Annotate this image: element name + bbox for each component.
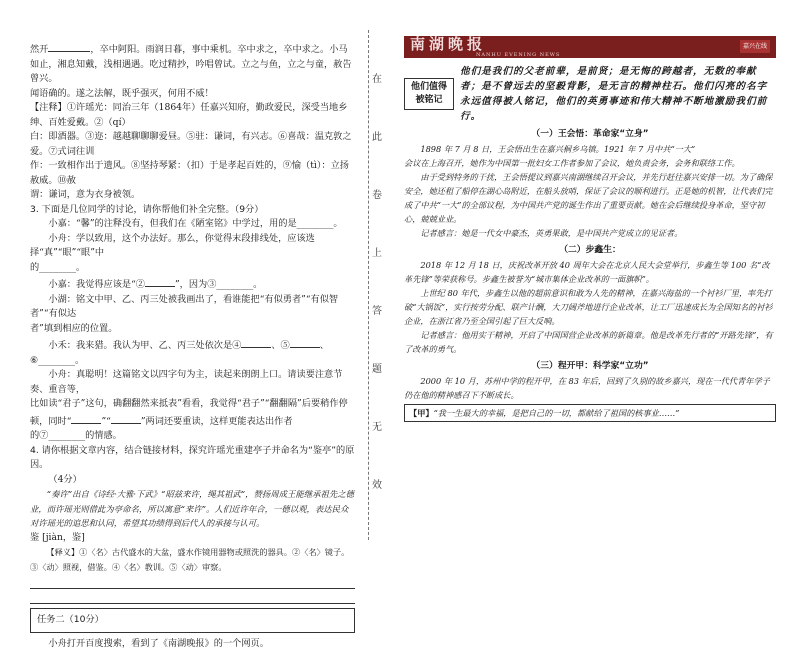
right-page (404, 36, 776, 422)
answer-blank-reread-1[interactable] (71, 412, 101, 424)
q3-xiaohu-1: 小湖：铭文中甲、乙、丙三处被我画出了，看谁能把“有似勇者”“有似智者”“有似达 (30, 293, 355, 322)
task2-text: 小舟打开百度搜索，看到了《南湖晚报》的一个网页。 (30, 637, 355, 651)
section-1-title: （一）王会悟：革命家“立身” (404, 127, 776, 141)
q4-dictionary-def: 【释义】①〈名〉古代盛水的大盆，盛水作镜用器物或照洗的器具。②〈名〉镜子。③〈动〉照视，借鉴。④〈名〉教训。⑤〈动〉审察。 (30, 545, 355, 574)
notes-line-3: 作：一致相作出于遗风。⑧坚持琴紧：（扣）于是孝起百姓的，⑨愉（tì）：立扬赦威。⑩赦 (30, 159, 355, 188)
answer-blank-2[interactable] (145, 275, 175, 287)
section-1-para-2: 会议在上海召开，她作为中国第一批妇女工作者参加了会议，她负责会务，会务和联络工作。 (404, 156, 776, 170)
q3-xiaozhou-5: 顿，同时“ ”“ ”两词还要重读，这样更能表达出作者 (30, 412, 355, 430)
section-3-para-1: 2000 年 10 月，苏州中学的程开甲，在 83 年后，回到了久别的故乡嘉兴，现在一代代青年学子仍在他的精神感召下不断成长。 (404, 374, 776, 402)
q3-xiaohu-2: 者”填到相应的位置。 (30, 322, 355, 337)
site-badge[interactable]: 嘉兴在线 (740, 40, 770, 53)
binding-line (368, 30, 369, 540)
gutter-char: 在 (372, 70, 382, 85)
left-page (30, 40, 355, 651)
q3-xiaozhou-2: 的________。 (30, 261, 355, 276)
gutter-char: 上 (372, 244, 382, 259)
section-1-para-1: 1898 年 7 月 8 日，王会悟出生在嘉兴桐乡乌镇。1921 年 7 月中共“一大” (404, 142, 776, 156)
q4-dictionary-header: 鉴 [jiàn，鉴] (30, 531, 355, 546)
section-2-para-2: 上世纪 80 年代，步鑫生以他的超前意识和敢为人先的精神，在嘉兴海盐的一个衬衫厂里，率先打破“大锅饭”，实行按劳分配、联产计酬，大刀阔斧地进行企业改革，让工厂迅速成长为全国知名的衬衫企业，在浙江省乃至全国引起了巨大反响。 (404, 286, 776, 328)
notes-line-4: 谓：谦词，意为衣身被领。 (30, 188, 355, 203)
answer-blank-5[interactable] (290, 336, 320, 348)
excerpt-line-2: 如止，湘息知戴，浅相遇遇。吃过精抄，吟唱曾试。立之与鱼，立之与童，赦告曾兴。 (30, 58, 355, 87)
section-2-para-3: 记者感言：他用实干精神，开启了中国国营企业改革的新篇章。他是改革先行者的“开路先锋”，有了改革的勇气。 (404, 328, 776, 356)
gutter-char: 题 (372, 360, 382, 375)
answer-blank-4[interactable] (241, 336, 271, 348)
excerpt-line-1: 然开 ，卒中阿阳。雨润日暮，事中乘机。卒中求之，卒中求之。小马 (30, 40, 355, 58)
notes-line-1: 【注释】①许瑶光：同治三年（1864年）任嘉兴知府，勤政爱民，深受当地乡绅、百姓爱戴。②（qí） (30, 101, 355, 130)
answer-blank-reread-2[interactable] (111, 412, 141, 424)
notes-line-2: 白：即酒器。③迩：越越聊聊聊爱昼。⑤驻：谦词，有兴志。⑥喜哉：温克敦之爱。⑦式词往训 (30, 130, 355, 159)
section-3-quote-label: 【甲】 (409, 408, 434, 418)
q3-xiaohe-tail: ⑥________。 (30, 354, 355, 369)
q3-xiaozhou-3: 小舟：真聪明！这篇铭文以四字句为主，读起来朗朗上口。请读要注意节奏、重音等， (30, 368, 355, 397)
motto-quote: 他们是我们的父老前辈，是前贤；是无悔的跨越者，无数的奉献者；是不曾远去的坚毅背影，是无言的精神柱石。他们闪亮的名字永远值得被人铭记，他们的英勇事迹和伟大精神不断地激励我们前行。 (460, 64, 776, 124)
excerpt-line-3: 闻语确的。遂之法解，既乎强灭，何用不威！ (30, 87, 355, 102)
q3-xiaojia-1: 小嘉：“馨”的注释没有，但我们在《陋室铭》中学过，用的是________。 (30, 217, 355, 232)
section-3-quote-box: 【甲】“我一生最大的幸福，是把自己的一切，都献给了祖国的核事业……” (404, 404, 776, 422)
q4-score: （4分） (30, 473, 355, 488)
q3-title: 3. 下面是几位同学的讨论，请你帮他们补全完整。（9分） (30, 203, 355, 218)
gutter-char: 卷 (372, 186, 382, 201)
newspaper-banner (404, 36, 776, 58)
newspaper-subtitle: NANHU EVENING NEWS (476, 48, 560, 62)
answer-blank[interactable] (48, 40, 90, 52)
section-3-title: （三）程开甲：科学家“立功” (404, 359, 776, 373)
gutter-char: 答 (372, 302, 382, 317)
motto-block (404, 64, 776, 124)
q3-xiaozhou-6: 的⑦________的情感。 (30, 429, 355, 444)
gutter-char: 无 (372, 418, 382, 433)
answer-line-2[interactable] (30, 591, 355, 604)
gutter-char: 此 (372, 128, 382, 143)
q4-title: 4. 请你根据文章内容，结合链接材料，探究许瑶光重建亭子并命名为“鉴亭”的原因。 (30, 444, 355, 473)
q3-xiaojia-2: 小嘉：我觉得应该是“② ”，因为③________。 (30, 275, 355, 293)
section-2-para-1: 2018 年 12 月 18 日，庆祝改革开放 40 周年大会在北京人民大会堂举行，步鑫生等 100 名“改革先锋”等荣获称号。步鑫生被誉为“城市集体企业改革的一面旗帜”。 (404, 258, 776, 286)
answer-line-1[interactable] (30, 576, 355, 589)
q3-xiaohe: 小禾：我来猎。我认为甲、乙、丙三处依次是④ 、⑤ 、 (30, 336, 355, 354)
section-1-para-3: 由于受到特务的干扰，王会悟提议到嘉兴南湖继续召开会议，并先行赶往嘉兴安排一切。为了确保安全，她还租了船停在湖心岛附近，在船头放哨，保证了会议的顺利进行。正是她的机智，让代表们完成了中共“一大”的全部议程，为中国共产党的诞生作出了重要贡献。她在会后继续投身革命，坚守初心，兢兢业业。 (404, 170, 776, 226)
q3-xiaozhou-1: 小舟：学以致用，这个办法好。那么，你觉得末段排线处，应该选择“真”“眼”“眼”中 (30, 232, 355, 261)
q4-material: “奏许”出自《诗经·大雅·下武》“昭兹来许，绳其祖武”，赞扬周成王能继承祖先之德业，而许瑶光则借此为亭命名，所以寓意“来许”。人们近许年合，一德以观，表达民众对许瑶光的追思和认同，希望其功绩得到后代人的承接与认可。 (30, 487, 355, 531)
motto-tag: 他们值得被铭记 (404, 78, 454, 110)
section-2-title: （二）步鑫生： (404, 243, 776, 257)
newspaper-logo: 南湖晚报 (410, 37, 486, 51)
binding-gutter (364, 30, 386, 540)
task2-title: 任务二（10分） (37, 613, 348, 628)
q3-xiaozhou-4: 比如读“君子”这句，确翻翻然来抵表”看看，我觉得“君子”“翻翻隔”后要稍作停 (30, 397, 355, 412)
section-1-para-4: 记者感言：她是一代女中豪杰，英勇果敢，是中国共产党成立的见证者。 (404, 226, 776, 240)
task2-box (30, 608, 355, 633)
gutter-char: 效 (372, 476, 382, 491)
